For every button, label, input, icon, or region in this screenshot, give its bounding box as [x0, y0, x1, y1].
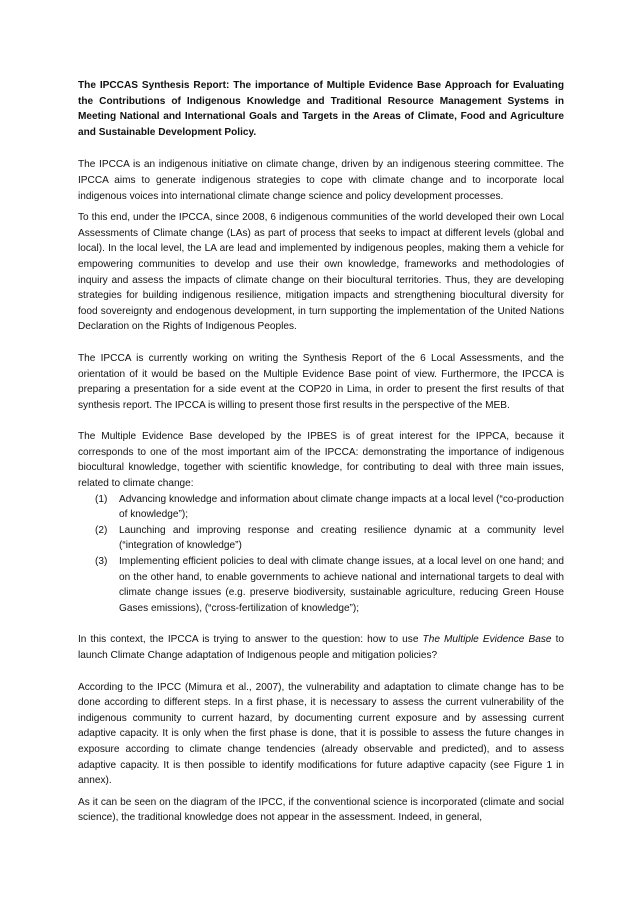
- list-item-number: (3): [95, 556, 108, 568]
- question-text-start: In this context, the IPCCA is trying to answer to the question: how to use: [78, 634, 423, 646]
- paragraph-ipcc-steps: According to the IPCC (Mimura et al., 2007), the vulnerability and adaptation to climate change has to be done according to different steps. In a first phase, it is necessary to assess the current vulnerability of the indigenous community to current hazard, by documenting current exposure and by assessing current adaptive capacity. It is only when the first phase is done, that it is possible to assess the future changes in exposure according to climate change tendencies (already observable and predicted), and to assess adaptive capacity. It is then possible to identify modifications for future adaptive capacity (see Figure 1 in annex).: [78, 681, 564, 787]
- paragraph-multiple-evidence-base: The Multiple Evidence Base developed by the IPBES is of great interest for the IPPCA, because it corresponds to one of the most important aim of the IPCCA: demonstrating the importance of indigenous biocultural knowledge, together with scientific knowledge, for contributing to deal with three main issues, related to climate change:: [78, 431, 564, 490]
- paragraph-question: [78, 632, 564, 663]
- paragraph-synthesis-report: The IPCCA is currently working on writing the Synthesis Report of the 6 Local Assessments, and the orientation of it would be based on the Multiple Evidence Base point of view. Furthermore, the IPCCA is preparing a presentation for a side event at the COP20 in Lima, in order to present the first results of that synthesis report. The IPCCA is willing to present those first results in the perspective of the MEB.: [78, 352, 564, 411]
- document-page: [78, 78, 564, 832]
- question-emphasis: The Multiple Evidence Base: [422, 634, 552, 646]
- paragraph-ipcca-intro: The IPCCA is an indigenous initiative on climate change, driven by an indigenous steering committee. The IPCCA aims to generate indigenous strategies to cope with climate change and to incorporate local indigenous voices into international climate change science and policy development processes.: [78, 159, 564, 202]
- list-item-text: Launching and improving response and creating resilience dynamic at a community level (“integration of knowledge”): [119, 524, 564, 552]
- list-item: [78, 523, 564, 554]
- document-title: The IPCCAS Synthesis Report: The importance of Multiple Evidence Base Approach for Evaluating the Contributions of Indigenous Knowledge and Traditional Resource Management Systems in Meeting National and International Goals and Targets in the Areas of Climate, Food and Agriculture and Sustainable Development Policy.: [78, 80, 564, 138]
- list-item: [78, 554, 564, 616]
- list-item-number: (2): [95, 524, 108, 536]
- question-text-end: to launch Climate Change adaptation of Indigenous people and mitigation policies?: [78, 634, 564, 661]
- issues-list: [78, 492, 564, 617]
- list-item-text: Advancing knowledge and information about climate change impacts at a local level (“co-production of knowledge”);: [119, 493, 564, 521]
- list-item: [78, 492, 564, 523]
- paragraph-local-assessments: To this end, under the IPCCA, since 2008, 6 indigenous communities of the world developed their own Local Assessments of Climate change (LAs) as part of process that seeks to impact at different levels (global and local). In the local level, the LA are lead and implemented by indigenous peoples, making them a vehicle for empowering communities to develop and use their own knowledge, frameworks and methodologies of inquiry and assess the impacts of climate change on their biocultural territories. Thus, they are developing strategies for building indigenous resilience, mitigation impacts and strengthening biocultural diversity for food sovereignty and endogenous development, in turn supporting the implementation of the United Nations Declaration on the Rights of Indigenous Peoples.: [78, 212, 564, 333]
- paragraph-diagram: As it can be seen on the diagram of the IPCC, if the conventional science is incorporated (climate and social science), the traditional knowledge does not appear in the assessment. Indeed, in general,: [78, 796, 564, 824]
- list-item-text: Implementing efficient policies to deal with climate change issues, at a local level on one hand; and on the other hand, to enable governments to achieve national and international targets to deal with climate change issues (e.g. preserve biodiversity, sustainable agriculture, reducing Green House Gases emissions), (“cross-fertilization of knowledge”);: [119, 556, 564, 614]
- list-item-number: (1): [95, 493, 108, 505]
